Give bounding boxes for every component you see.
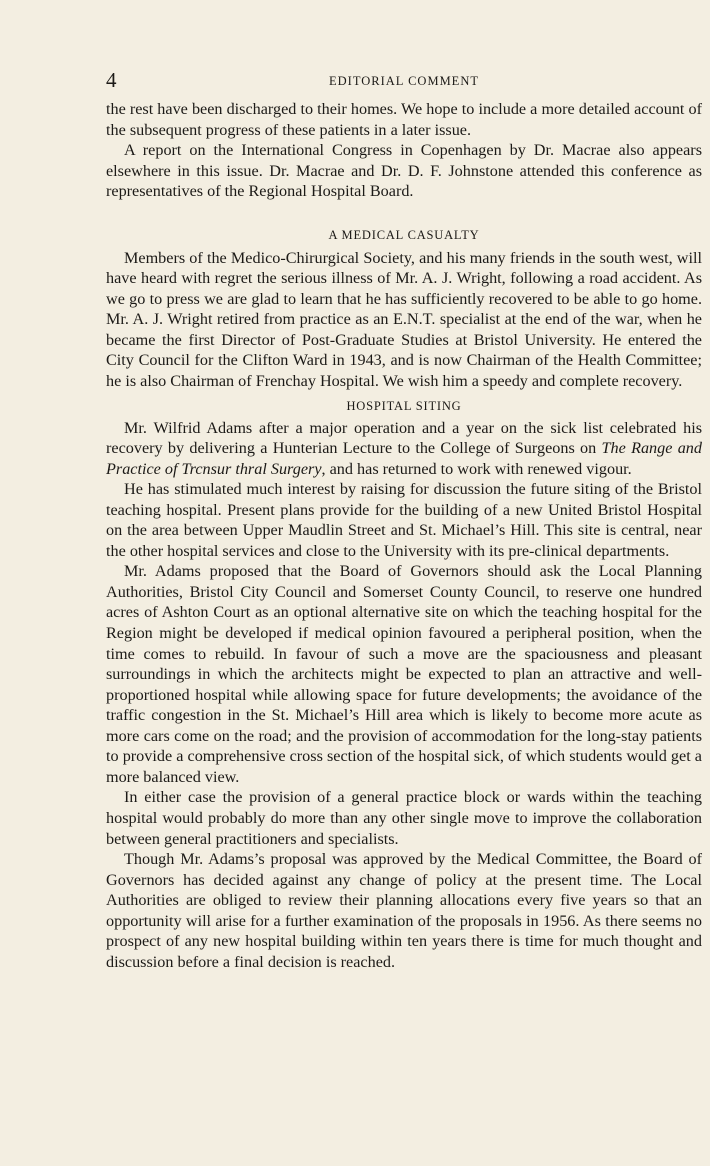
lecture-title: The Range and Practice of Trcnsur thral Surgery — [106, 439, 702, 478]
paragraph: Members of the Medico-Chirurgical Society, and his many friends in the south west, will have heard with regret the serious illness of Mr. A. J. Wright, following a road accident. As we go to press we are glad to learn that he has sufficiently recovered to be able to go home. Mr. A. J. Wright retired from practice as an E.N.T. specialist at the end of the war, when he became the first Director of Post-Graduate Studies at Bristol University. He entered the City Council for the Clifton Ward in 1943, and is now Chairman of the Health Committee; he is also Chairman of Frenchay Hospital. We wish him a speedy and complete recovery. — [106, 248, 702, 391]
paragraph-text: Mr. Wilfrid Adams after a major operation and a year on the sick list celebrated his recovery by delivering a Hunterian Lecture to the College of Surgeons on — [106, 418, 702, 458]
running-head: EDITORIAL COMMENT — [329, 74, 479, 88]
paragraph: Though Mr. Adams’s proposal was approved by the Medical Committee, the Board of Governors has decided against any change of policy at the present time. The Local Authorities are obliged to review their planning allocations every five years so that an opportunity will arise for a further examination of the proposals in 1956. As there seems no prospect of any new hospital building within ten years there is time for much thought and discussion before a final decision is reached. — [106, 850, 702, 971]
article-body — [106, 99, 702, 972]
paragraph: In either case the provision of a general practice block or wards within the teaching hospital would probably do more than any other single move to improve the collaboration between general practitioners and specialists. — [106, 788, 702, 848]
page-number: 4 — [106, 68, 117, 92]
paragraph — [106, 418, 702, 480]
page-header — [106, 68, 702, 94]
paragraph: Mr. Adams proposed that the Board of Governors should ask the Local Planning Authorities, Bristol City Council and Somerset County Council, to reserve one hundred acres of Ashton Court as an optional alternative site on which the teaching hospital for the Region might be developed if medical opinion favoured a peripheral position, when the time comes to rebuild. In favour of such a move are the spaciousness and pleasant surroundings in which the architects might be expected to plan an attractive and well-proportioned hospital while allowing space for future developments; the avoidance of the traffic congestion in the St. Michael’s Hill area which is likely to become more acute as more cars come on the road; and the provision of accommodation for the long-stay patients to provide a comprehensive cross section of the hospital sick, of which students would get a more balanced view. — [106, 562, 702, 786]
paragraph: the rest have been discharged to their homes. We hope to include a more detailed account of the subsequent progress of these patients in a later issue. — [106, 100, 702, 139]
section-heading-medical-casualty: A MEDICAL CASUALTY — [328, 227, 480, 242]
paragraph: A report on the International Congress in Copenhagen by Dr. Macrae also appears elsewhere in this issue. Dr. Macrae and Dr. D. F. Johnstone attended this conference as representatives of the Regional Hospital Board. — [106, 141, 702, 201]
paragraph-text: , and has returned to work with renewed vigour. — [321, 459, 632, 478]
paragraph: He has stimulated much interest by raising for discussion the future siting of the Bristol teaching hospital. Present plans provide for the building of a new United Bristol Hospital on the area between Upper Maudlin Street and St. Michael’s Hill. This site is central, near the other hospital services and close to the University with its pre-clinical departments. — [106, 480, 702, 560]
section-heading-hospital-siting: HOSPITAL SITING — [346, 398, 462, 413]
